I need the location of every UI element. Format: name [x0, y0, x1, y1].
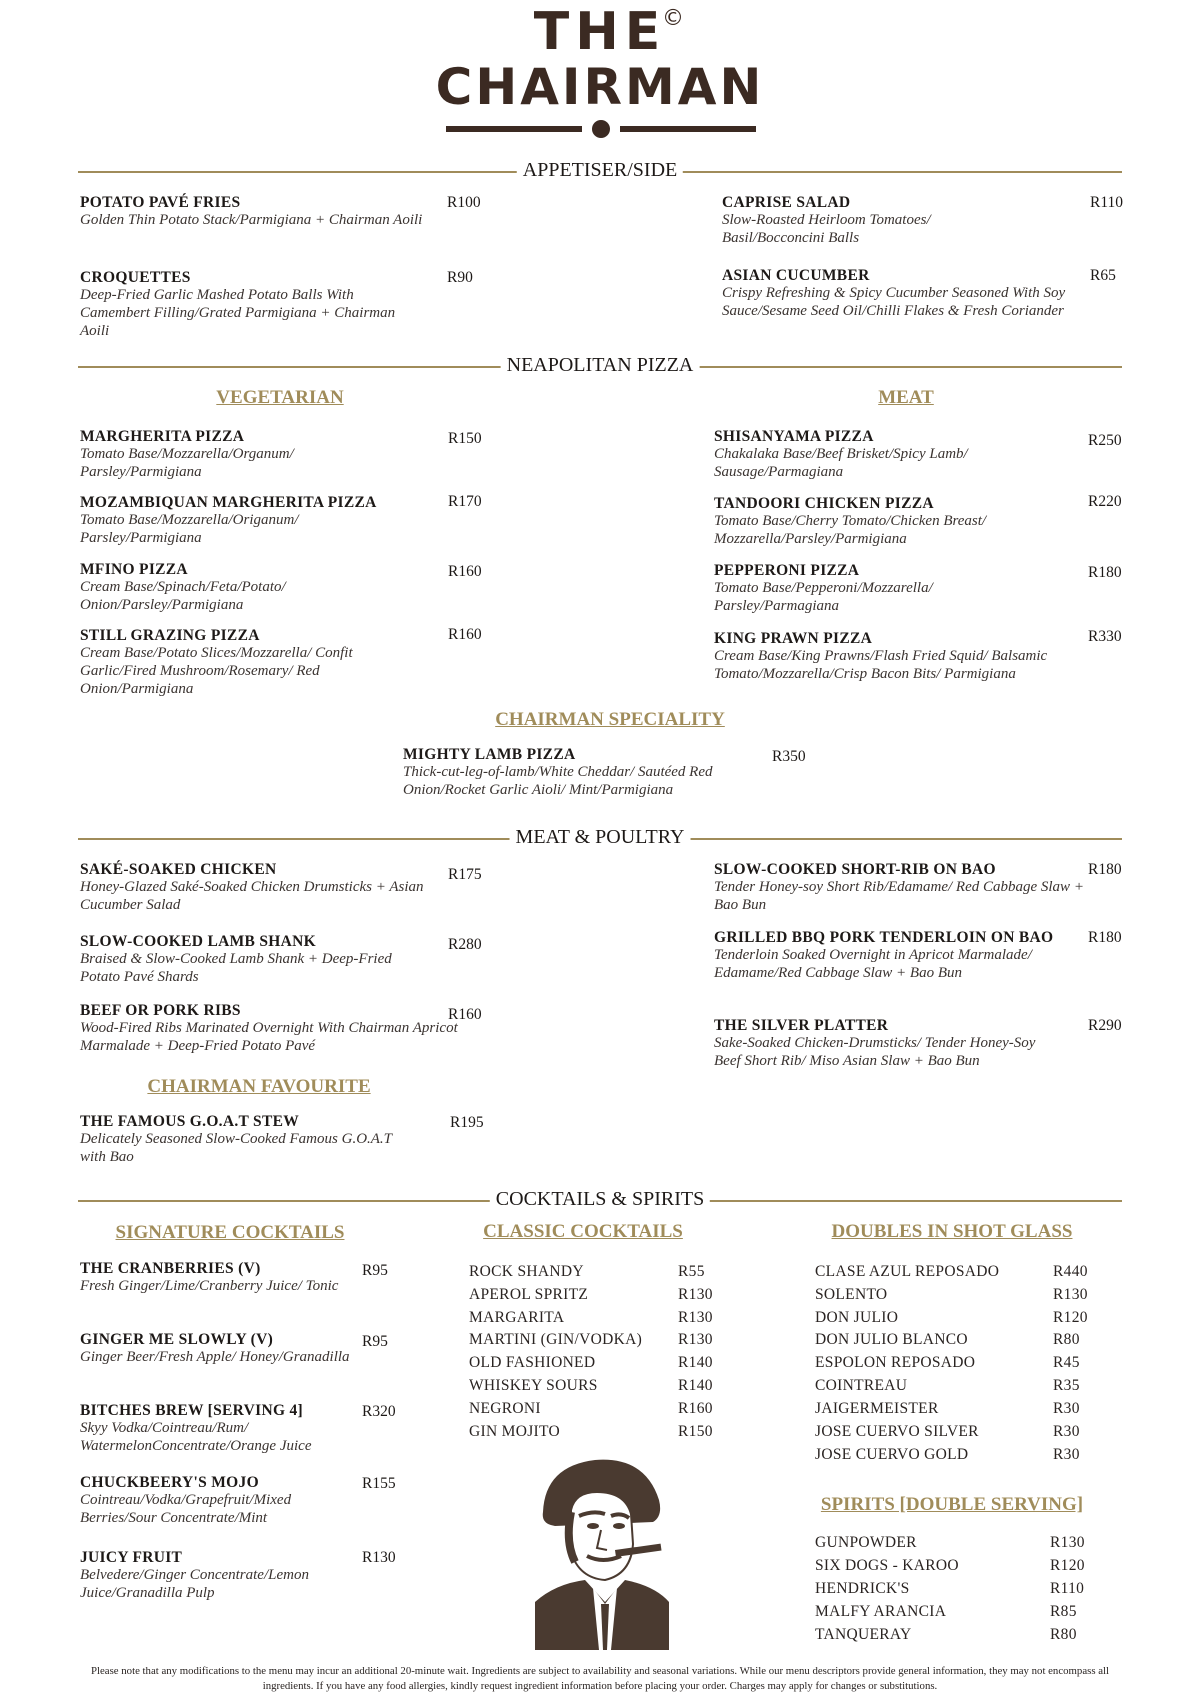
classic-price: R160 — [678, 1400, 713, 1417]
classic-price: R130 — [678, 1286, 713, 1303]
item-name: PEPPERONI PIZZA — [714, 562, 860, 579]
cocktail-item — [80, 1260, 370, 1295]
section-title-cocktails: COCKTAILS & SPIRITS — [490, 1188, 710, 1211]
item-price: R180 — [1088, 861, 1122, 878]
item-desc: Braised & Slow-Cooked Lamb Shank + Deep-Fried Potato Pavé Shards — [80, 951, 392, 985]
item-price: R95 — [362, 1262, 388, 1279]
item-desc: Tomato Base/Cherry Tomato/Chicken Breast/ Mozzarella/Parsley/Parmigiana — [714, 513, 987, 547]
menu-item — [80, 1113, 410, 1166]
menu-item — [714, 861, 1084, 914]
menu-item — [403, 746, 713, 799]
item-desc: Tomato Base/Mozzarella/Origanum/ Parsley/Parmigiana — [80, 512, 299, 546]
classic-name: GIN MOJITO — [469, 1423, 560, 1440]
item-price: R160 — [448, 626, 482, 643]
menu-item — [722, 194, 1022, 247]
spirits-price: R110 — [1050, 1580, 1085, 1597]
doubles-name: DON JULIO — [815, 1309, 899, 1326]
logo-line-the: THE — [533, 2, 667, 62]
item-price: R160 — [448, 1006, 482, 1023]
logo-bar-right — [620, 126, 756, 132]
menu-item — [714, 1017, 1054, 1070]
item-price: R350 — [772, 748, 806, 765]
menu-item — [714, 562, 1059, 615]
doubles-price: R30 — [1053, 1400, 1080, 1417]
item-name: STILL GRAZING PIZZA — [80, 627, 260, 644]
classic-price: R130 — [678, 1331, 713, 1348]
spirits-price: R130 — [1050, 1534, 1085, 1551]
item-name: THE SILVER PLATTER — [714, 1017, 889, 1034]
item-name: BEEF OR PORK RIBS — [80, 1002, 241, 1019]
doubles-price: R120 — [1053, 1309, 1088, 1326]
classic-name: WHISKEY SOURS — [469, 1377, 598, 1394]
item-price: R95 — [362, 1333, 388, 1350]
item-price: R150 — [448, 430, 482, 447]
menu-item — [714, 630, 1074, 683]
menu-item — [80, 627, 415, 698]
item-price: R320 — [362, 1403, 396, 1420]
subsection-signature: SIGNATURE COCKTAILS — [115, 1222, 345, 1243]
item-price: R220 — [1088, 493, 1122, 510]
logo-dot — [592, 120, 610, 138]
item-price: R65 — [1090, 267, 1116, 284]
doubles-name: COINTREAU — [815, 1377, 908, 1394]
subsection-vegetarian: VEGETARIAN — [216, 387, 344, 408]
spirits-price: R85 — [1050, 1603, 1077, 1620]
item-price: R170 — [448, 493, 482, 510]
doubles-price: R35 — [1053, 1377, 1080, 1394]
menu-item — [714, 428, 1059, 481]
menu-item — [80, 1002, 500, 1055]
classic-name: MARTINI (GIN/VODKA) — [469, 1331, 643, 1348]
menu-item — [80, 428, 410, 481]
menu-item — [80, 494, 410, 547]
spirits-price: R80 — [1050, 1626, 1077, 1643]
doubles-name: JOSE CUERVO SILVER — [815, 1423, 979, 1440]
cocktail-item — [80, 1474, 370, 1527]
doubles-name: ESPOLON REPOSADO — [815, 1354, 976, 1371]
item-name: GINGER ME SLOWLY (V) — [80, 1331, 274, 1348]
spirits-name: TANQUERAY — [815, 1626, 912, 1643]
item-price: R160 — [448, 563, 482, 580]
menu-item — [80, 194, 440, 229]
classic-name: APEROL SPRITZ — [469, 1286, 589, 1303]
item-desc: Thick-cut-leg-of-lamb/White Cheddar/ Sautéed Red Onion/Rocket Garlic Aioli/ Mint/Parmigiana — [403, 764, 713, 798]
item-desc: Crispy Refreshing & Spicy Cucumber Seasoned With Soy Sauce/Sesame Seed Oil/Chilli Flakes & Fresh Coriander — [722, 285, 1066, 319]
item-name: SHISANYAMA PIZZA — [714, 428, 874, 445]
menu-item — [714, 929, 1114, 982]
item-name: TANDOORI CHICKEN PIZZA — [714, 495, 934, 512]
item-price: R195 — [450, 1114, 484, 1131]
item-name: MOZAMBIQUAN MARGHERITA PIZZA — [80, 494, 377, 511]
doubles-price: R30 — [1053, 1423, 1080, 1440]
classic-name: ROCK SHANDY — [469, 1263, 584, 1280]
item-desc: Chakalaka Base/Beef Brisket/Spicy Lamb/ Sausage/Parmagiana — [714, 446, 968, 480]
item-name: POTATO PAVÉ FRIES — [80, 194, 241, 211]
doubles-name: JOSE CUERVO GOLD — [815, 1446, 969, 1463]
menu-item — [80, 269, 420, 340]
item-name: MARGHERITA PIZZA — [80, 428, 245, 445]
subsection-classic: CLASSIC COCKTAILS — [483, 1221, 683, 1242]
classic-price: R55 — [678, 1263, 705, 1280]
section-title-appetiser: APPETISER/SIDE — [517, 159, 683, 182]
item-desc: Ginger Beer/Fresh Apple/ Honey/Granadilla — [80, 1349, 350, 1365]
cocktail-item — [80, 1549, 370, 1602]
subsection-speciality: CHAIRMAN SPECIALITY — [495, 709, 725, 730]
item-name: CHUCKBEERY'S MOJO — [80, 1474, 259, 1491]
item-name: MIGHTY LAMB PIZZA — [403, 746, 576, 763]
item-price: R280 — [448, 936, 482, 953]
section-title-pizza: NEAPOLITAN PIZZA — [501, 354, 700, 377]
menu-item — [80, 933, 410, 986]
subsection-meat: MEAT — [878, 387, 934, 408]
copyright-mark: © — [662, 6, 684, 31]
classic-price: R130 — [678, 1309, 713, 1326]
item-desc: Tender Honey-soy Short Rib/Edamame/ Red Cabbage Slaw + Bao Bun — [714, 879, 1084, 913]
item-desc: Cream Base/King Prawns/Flash Fried Squid/ Balsamic Tomato/Mozzarella/Crisp Bacon Bits/ Parmigiana — [714, 648, 1048, 682]
spirits-name: SIX DOGS - KAROO — [815, 1557, 959, 1574]
item-price: R175 — [448, 866, 482, 883]
item-price: R130 — [362, 1549, 396, 1566]
logo-line-chairman: CHAIRMAN — [435, 58, 765, 116]
item-name: JUICY FRUIT — [80, 1549, 183, 1566]
item-name: KING PRAWN PIZZA — [714, 630, 873, 647]
doubles-price: R130 — [1053, 1286, 1088, 1303]
subsection-favourite: CHAIRMAN FAVOURITE — [147, 1076, 371, 1097]
doubles-name: SOLENTO — [815, 1286, 888, 1303]
spirits-price: R120 — [1050, 1557, 1085, 1574]
doubles-name: CLASE AZUL REPOSADO — [815, 1263, 1000, 1280]
spirits-name: HENDRICK'S — [815, 1580, 910, 1597]
item-price: R110 — [1090, 194, 1124, 211]
item-name: CROQUETTES — [80, 269, 191, 286]
menu-item — [80, 561, 410, 614]
doubles-price: R45 — [1053, 1354, 1080, 1371]
doubles-price: R30 — [1053, 1446, 1080, 1463]
footer-note: Please note that any modifications to the menu may incur an additional 20-minute wait. Ingredients are subject to availability and seasonal variations. While our menu descriptors provide general information, they may not encompass all ingredients. If you have any food allergies, kindly request ingredient information before placing your order. Charges may apply for changes or substitutions. — [90, 1665, 1110, 1692]
subsection-spirits: SPIRITS [DOUBLE SERVING] — [820, 1494, 1084, 1515]
item-desc: Delicately Seasoned Slow-Cooked Famous G.O.A.T with Bao — [80, 1131, 392, 1165]
item-desc: Golden Thin Potato Stack/Parmigiana + Chairman Aoili — [80, 212, 423, 228]
item-name: ASIAN CUCUMBER — [722, 267, 870, 284]
spirits-name: MALFY ARANCIA — [815, 1603, 947, 1620]
item-name: THE FAMOUS G.O.A.T STEW — [80, 1113, 300, 1130]
item-name: MFINO PIZZA — [80, 561, 188, 578]
item-desc: Fresh Ginger/Lime/Cranberry Juice/ Tonic — [80, 1278, 339, 1294]
item-price: R90 — [447, 269, 473, 286]
item-price: R100 — [447, 194, 481, 211]
item-desc: Deep-Fried Garlic Mashed Potato Balls With Camembert Filling/Grated Parmigiana + Chairman Aoili — [80, 287, 396, 339]
menu-item — [714, 495, 1064, 548]
menu-item — [722, 267, 1092, 320]
item-price: R290 — [1088, 1017, 1122, 1034]
item-desc: Belvedere/Ginger Concentrate/Lemon Juice/Granadilla Pulp — [80, 1567, 309, 1601]
item-name: SLOW-COOKED SHORT-RIB ON BAO — [714, 861, 996, 878]
item-desc: Cream Base/Potato Slices/Mozzarella/ Confit Garlic/Fired Mushroom/Rosemary/ Red Onion/Parmigiana — [80, 645, 353, 697]
cocktail-item — [80, 1402, 380, 1455]
item-desc: Tomato Base/Pepperoni/Mozzarella/ Parsley/Parmagiana — [714, 580, 933, 614]
item-desc: Honey-Glazed Saké-Soaked Chicken Drumsticks + Asian Cucumber Salad — [80, 879, 424, 913]
item-name: CAPRISE SALAD — [722, 194, 851, 211]
item-price: R180 — [1088, 564, 1122, 581]
classic-name: NEGRONI — [469, 1400, 541, 1417]
cocktail-item — [80, 1331, 370, 1366]
item-desc: Wood-Fired Ribs Marinated Overnight With Chairman Apricot Marmalade + Deep-Fried Potato Pavé — [80, 1020, 458, 1054]
classic-name: MARGARITA — [469, 1309, 565, 1326]
item-price: R155 — [362, 1475, 396, 1492]
item-desc: Tomato Base/Mozzarella/Organum/ Parsley/Parmigiana — [80, 446, 294, 480]
subsection-doubles: DOUBLES IN SHOT GLASS — [831, 1221, 1073, 1242]
item-name: SLOW-COOKED LAMB SHANK — [80, 933, 316, 950]
item-price: R330 — [1088, 628, 1122, 645]
smoking-man-illustration — [535, 1452, 669, 1650]
item-price: R250 — [1088, 432, 1122, 449]
classic-price: R150 — [678, 1423, 713, 1440]
item-desc: Slow-Roasted Heirloom Tomatoes/ Basil/Bocconcini Balls — [722, 212, 931, 246]
item-desc: Cream Base/Spinach/Feta/Potato/ Onion/Parsley/Parmigiana — [80, 579, 286, 613]
menu-item — [80, 861, 440, 914]
item-name: BITCHES BREW [SERVING 4] — [80, 1402, 303, 1419]
item-name: THE CRANBERRIES (V) — [80, 1260, 261, 1277]
classic-name: OLD FASHIONED — [469, 1354, 596, 1371]
doubles-price: R440 — [1053, 1263, 1088, 1280]
item-desc: Skyy Vodka/Cointreau/Rum/ WatermelonConcentrate/Orange Juice — [80, 1420, 312, 1454]
section-title-meat: MEAT & POULTRY — [510, 826, 691, 849]
classic-price: R140 — [678, 1377, 713, 1394]
doubles-price: R80 — [1053, 1331, 1080, 1348]
classic-price: R140 — [678, 1354, 713, 1371]
item-desc: Sake-Soaked Chicken-Drumsticks/ Tender Honey-Soy Beef Short Rib/ Miso Asian Slaw + Bao Bun — [714, 1035, 1036, 1069]
spirits-name: GUNPOWDER — [815, 1534, 917, 1551]
item-desc: Tenderloin Soaked Overnight in Apricot Marmalade/ Edamame/Red Cabbage Slaw + Bao Bun — [714, 947, 1032, 981]
doubles-name: DON JULIO BLANCO — [815, 1331, 968, 1348]
item-name: SAKÉ-SOAKED CHICKEN — [80, 861, 277, 878]
logo-bar-left — [446, 126, 582, 132]
item-name: GRILLED BBQ PORK TENDERLOIN ON BAO — [714, 929, 1054, 946]
doubles-name: JAIGERMEISTER — [815, 1400, 939, 1417]
item-desc: Cointreau/Vodka/Grapefruit/Mixed Berries/Sour Concentrate/Mint — [80, 1492, 292, 1526]
item-price: R180 — [1088, 929, 1122, 946]
